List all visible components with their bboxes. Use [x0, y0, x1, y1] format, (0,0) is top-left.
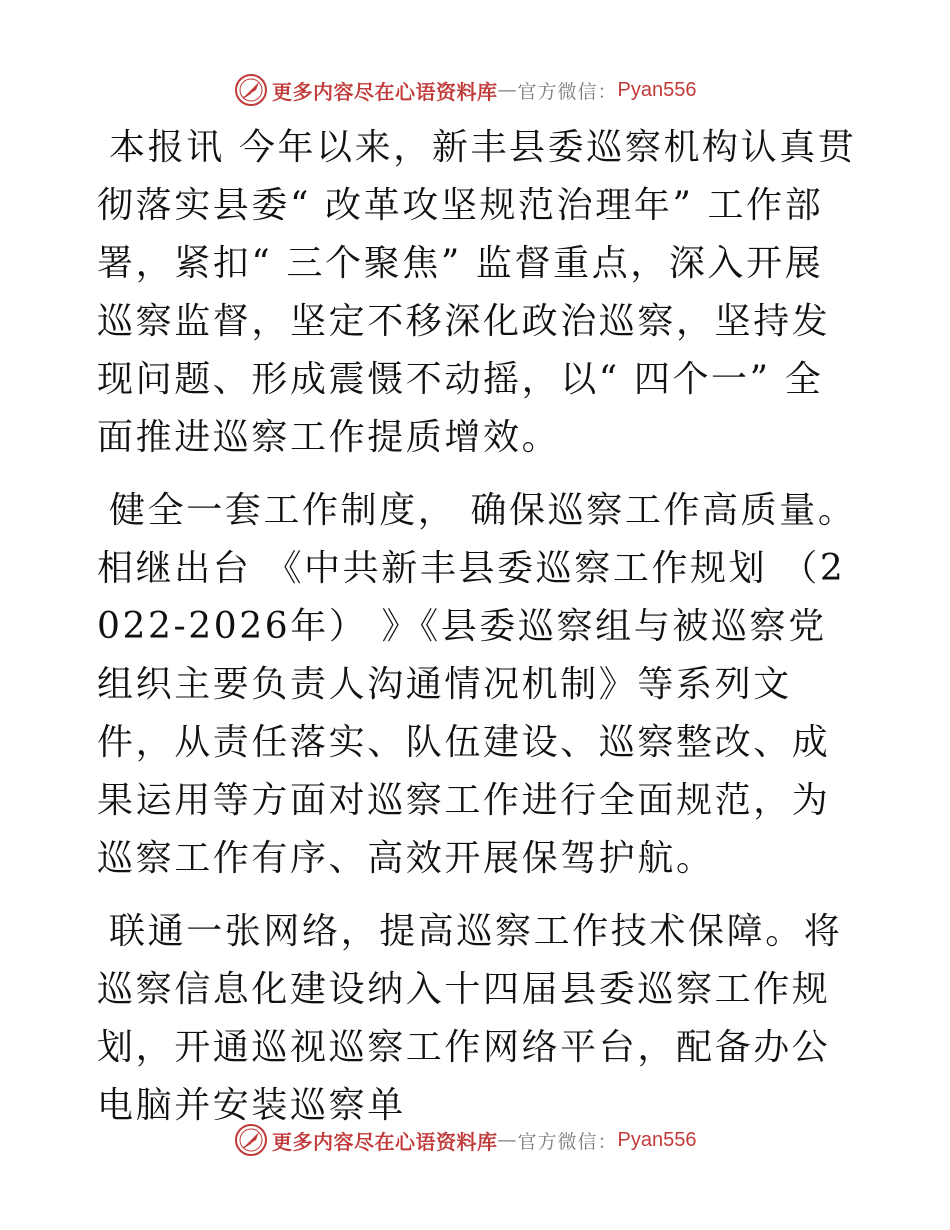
banner-dash: — — [497, 79, 518, 101]
paragraph-network: 联通一张网络，提高巡察工作技术保障。将巡察信息化建设纳入十四届县委巡察工作规划，开通巡视巡察工作网络平台，配备办公电脑并安装巡察单 — [97, 911, 843, 1126]
banner-wechat-label: 官方微信： — [517, 1130, 618, 1153]
footer-banner — [234, 1122, 696, 1158]
banner-wechat-label: 官方微信： — [517, 80, 618, 103]
banner-site-text: 更多内容尽在心语资料库 — [272, 1129, 498, 1154]
header-banner — [234, 72, 696, 108]
banner-wechat-id: Pyan556 — [617, 78, 697, 101]
banner-site-text: 更多内容尽在心语资料库 — [272, 79, 498, 104]
quill-logo-icon — [234, 73, 268, 107]
banner-wechat-id: Pyan556 — [617, 1128, 697, 1151]
paragraph-system: 健全一套工作制度， 确保巡察工作高质量。 相继出台 《中共新丰县委巡察工作规划 （2022-2026年） 》《县委巡察组与被巡察党组织主要负责人沟通情况机制》等系列文件，从责任落实、队伍建设、巡察整改、成果运用等方面对巡察工作进行全面规范，为巡察工作有序、高效开展保驾护航。 — [97, 490, 857, 879]
quill-logo-icon — [234, 1123, 268, 1157]
banner-dash: — — [497, 1129, 518, 1151]
paragraph-intro: 本报讯 今年以来，新丰县委巡察机构认真贯彻落实县委“ 改革攻坚规范治理年” 工作部署，紧扣“ 三个聚焦” 监督重点，深入开展巡察监督，坚定不移深化政治巡察，坚持发现问题、形成震慑不动摇，以“ 四个一” 全面推进巡察工作提质增效。 — [97, 127, 857, 458]
